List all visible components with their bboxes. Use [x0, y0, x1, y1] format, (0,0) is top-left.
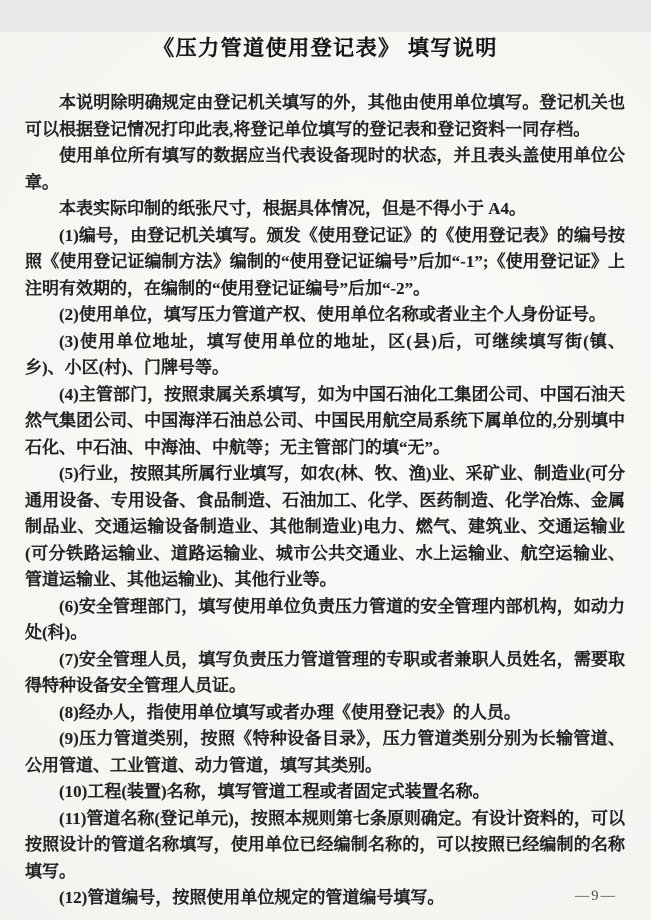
instruction-item-8: (8)经办人，指使用单位填写或者办理《使用登记表》的人员。 [59, 702, 521, 722]
instruction-item-2: (2)使用单位，填写压力管道产权、使用单位名称或者业主个人身份证号。 [59, 305, 606, 324]
paragraph-intro-2: 使用单位所有填写的数据应当代表设备现时的状态，并且表头盖使用单位公章。 [25, 146, 625, 192]
instruction-item-12: (12)管道编号，按照使用单位规定的管道编号填写。 [59, 888, 445, 907]
instruction-item-9: (9)压力管道类别，按照《特种设备目录》，压力管道类别分别为长输管道、公用管道、工业管道、动力管道，填写其类别。 [25, 729, 625, 775]
document-body [25, 90, 625, 912]
instruction-item-4: (4)主管部门，按照隶属关系填写，如为中国石油化工集团公司、中国石油天然气集团公司、中国海洋石油总公司、中国民用航空局系统下属单位的,分别填中石化、中石油、中海油、中航等；无主管部门的填“无”。 [25, 384, 625, 457]
instruction-item-10: (10)工程(装置)名称，填写管道工程或者固定式装置名称。 [59, 782, 490, 801]
instruction-item-5: (5)行业，按照其所属行业填写，如农(林、牧、渔)业、采矿业、制造业(可分通用设备、专用设备、食品制造、石油加工、化学、医药制造、化学冶炼、金属制品业、交通运输设备制造业、其他制造业)电力、燃气、建筑业、交通运输业(可分铁路运输业、道路运输业、城市公共交通业、水上运输业、航空运输业、管道运输业、其他运输业)、其他行业等。 [25, 464, 625, 589]
paragraph-intro-3: 本表实际印制的纸张尺寸，根据具体情况，但是不得小于 A4。 [59, 199, 527, 218]
document-page [0, 32, 651, 920]
instruction-item-3: (3)使用单位地址，填写使用单位的地址，区(县)后，可继续填写街(镇、乡)、小区(村)、门牌号等。 [25, 331, 625, 377]
paragraph-intro-1: 本说明除明确规定由登记机关填写的外，其他由使用单位填写。登记机关也可以根据登记情况打印此表,将登记单位填写的登记表和登记资料一同存档。 [25, 93, 625, 139]
instruction-item-6: (6)安全管理部门，填写使用单位负责压力管道的安全管理内部机构，如动力处(科)。 [25, 596, 625, 642]
instruction-item-1: (1)编号，由登记机关填写。颁发《使用登记证》的《使用登记表》的编号按照《使用登记证编制方法》编制的“使用登记证编号”后加“-1”;《使用登记证》上注明有效期的，在编制的“使用登记证编号”后加“-2”。 [25, 225, 625, 298]
instruction-item-11: (11)管道名称(登记单元)，按照本规则第七条原则确定。有设计资料的，可以按照设计的管道名称填写，使用单位已经编制名称的，可以按照已经编制的名称填写。 [25, 808, 625, 881]
page-title: 《压力管道使用登记表》 填写说明 [153, 37, 498, 60]
instruction-item-7: (7)安全管理人员，填写负责压力管道管理的专职或者兼职人员姓名，需要取得特种设备安全管理人员证。 [25, 649, 625, 695]
page-number: —9— [574, 888, 617, 904]
